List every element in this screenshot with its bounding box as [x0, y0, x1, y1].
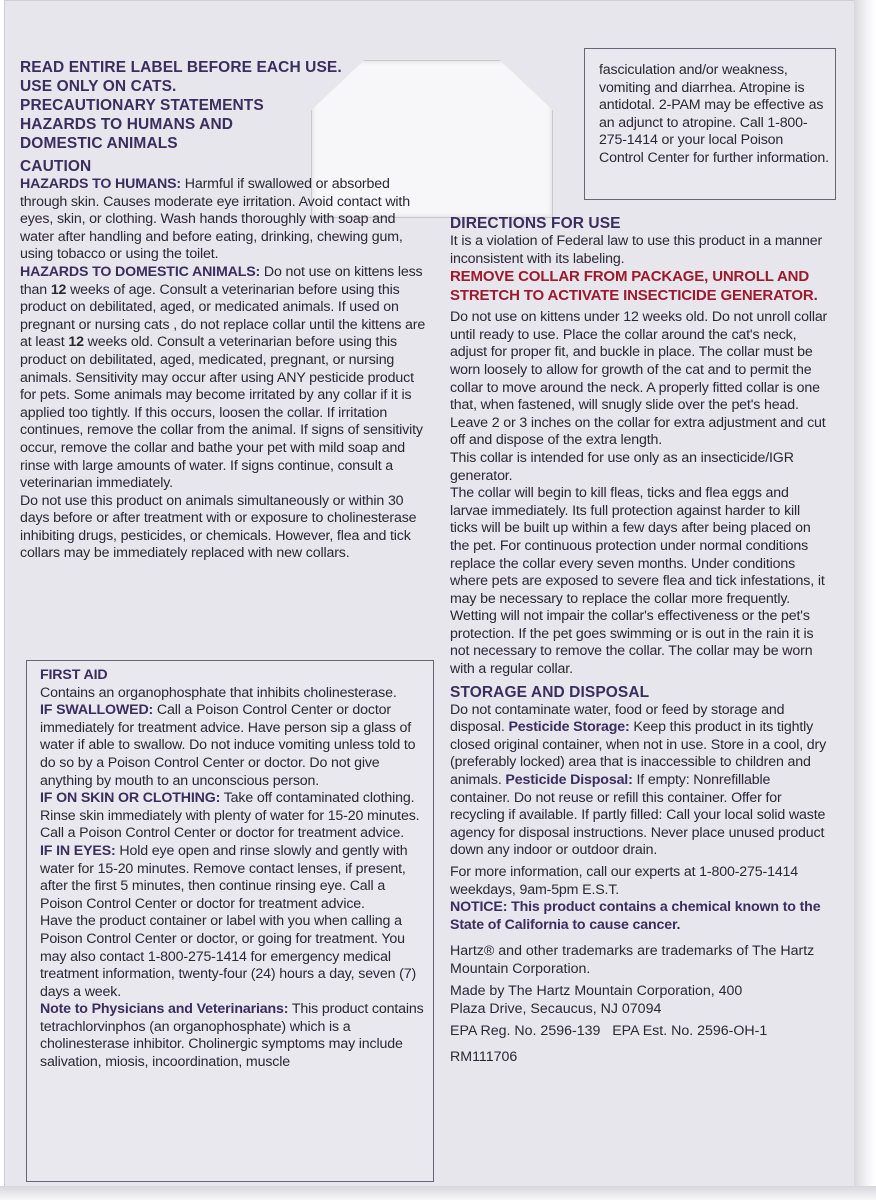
if-swallowed-text: Call a Poison Control Center or doctor immediately for treatment advice. Have person sip a glass of water if able to swallow. Do not induce vomiting unless told to do so by a Poison Control Center or doctor. Do not give anything by mouth to an unconscious person.: [40, 702, 416, 789]
hazards-humans-label: HAZARDS TO HUMANS:: [20, 176, 181, 192]
first-aid-section: [40, 667, 424, 1072]
pesticide-disposal-label: Pesticide Disposal:: [505, 772, 633, 789]
if-in-eyes-label: IF IN EYES:: [40, 842, 116, 859]
first-aid-title: FIRST AID: [40, 667, 108, 683]
made-by-paragraph: Made by The Hartz Mountain Corporation, 400 Plaza Drive, Secaucus, NJ 07094: [450, 983, 743, 1018]
first-aid-intro: Contains an organophosphate that inhibits cholinesterase.: [40, 684, 397, 701]
read-label-heading: READ ENTIRE LABEL BEFORE EACH USE.: [20, 59, 342, 76]
if-on-skin-label: IF ON SKIN OR CLOTHING:: [40, 790, 221, 807]
directions-paragraph-1: Do not use on kittens under 12 weeks old. Do not unroll collar until ready to use. Place the collar around the cat's neck, adjust for proper fit, and buckle in place. The collar must be worn loosely to allow for growth of the cat and to permit the collar to move around the neck. A properly fitted collar is one that, when fastened, will snugly slide over the pet's head. Leave 2 or 3 inches on the collar for extra adjustment and cut off and dispose of the extra length.: [450, 309, 828, 449]
hazards-animals-num-1: 12: [50, 281, 67, 298]
epa-numbers: [450, 1022, 828, 1040]
if-swallowed-paragraph: [40, 702, 424, 790]
caution-heading: CAUTION: [20, 158, 92, 175]
if-in-eyes-text: Hold eye open and rinse slowly and gently with water for 15-20 minutes. Remove contact lenses, if present, after the first 5 minutes, then continue rinsing eye. Call a Poison Control Center or doctor for treatment advice.: [40, 842, 408, 912]
epa-reg-number: EPA Reg. No. 2596-139: [450, 1023, 601, 1040]
notice-label: NOTICE:: [450, 899, 508, 916]
precautionary-heading: PRECAUTIONARY STATEMENTS: [20, 97, 264, 114]
hazards-heading-1: HAZARDS TO HUMANS AND: [20, 116, 234, 133]
product-code: RM111706: [450, 1049, 518, 1066]
antidote-text: fasciculation and/or weakness, vomiting and diarrhea. Atropine is antidotal. 2-PAM may be effective as an adjunct to atropine. Call 1-800-275-1414 or your local Poison Control Center for further information.: [599, 62, 829, 166]
hazards-animals-paragraph: [20, 264, 428, 493]
more-info-paragraph: For more information, call our experts at 1-800-275-1414 weekdays, 9am-5pm E.S.T.: [450, 864, 799, 898]
directions-paragraph-4: Wetting will not impair the collar's effectiveness or the pet's protection. If the pet goes swimming or is out in the rain it is not necessary to remove the collar. The collar may be worn with a regular collar.: [450, 608, 814, 678]
use-only-heading: USE ONLY ON CATS.: [20, 78, 177, 95]
hazards-humans-text: Harmful if swallowed or absorbed through skin. Causes moderate eye irritation. Avoid contact with eyes, skin, or clothing. Wash hands thoroughly with soap and water after handling and before eating, drinking, chewing gum, using tobacco or using the toilet.: [20, 176, 410, 263]
notice-paragraph: [450, 899, 828, 934]
directions-paragraph-2: This collar is intended for use only as an insecticide/IGR generator.: [450, 449, 794, 484]
hazards-heading-2: DOMESTIC ANIMALS: [20, 135, 178, 152]
storage-paragraph: [450, 702, 828, 860]
storage-text-3: If empty: Nonrefillable container. Do not reuse or refill this container. Offer for recycling if available. If partly filled: Call your local solid waste agency for disposal instructions. Never place unused product down any indoor or outdoor drain.: [450, 772, 826, 859]
epa-est-number: EPA Est. No. 2596-OH-1: [612, 1023, 768, 1040]
hazards-animals-text-2: weeks of age. Consult a veterinarian before using this product on debilitated, aged, or medicated animals. If used on pregnant or nursing cats , do not replace collar until the kittens are at least: [20, 281, 426, 351]
pesticide-storage-label: Pesticide Storage:: [508, 719, 630, 736]
directions-paragraph-3: The collar will begin to kill fleas, ticks and flea eggs and larvae immediately. Its full protection against harder to kill ticks will be built up within a few days after being placed on the pet. For continuous protection under normal conditions replace the collar every seven months. Under conditions where pets are exposed to severe flea and tick infestations, it may be necessary to replace the collar more frequently.: [450, 485, 825, 607]
hazards-animals-label: HAZARDS TO DOMESTIC ANIMALS:: [20, 263, 261, 280]
antidote-section: [599, 62, 829, 168]
box-edge-bottom: [0, 1186, 876, 1200]
if-in-eyes-paragraph: [40, 843, 424, 913]
hazards-humans-paragraph: [20, 176, 428, 264]
storage-text-1: Do not contaminate water, food or feed by storage and disposal.: [450, 701, 785, 736]
storage-text-2: Keep this product in its tightly closed original container, when not in use. Store in a cool, dry (preferably locked) area that is inaccessible to children and animals.: [450, 719, 827, 789]
hazards-animals-num-2: 12: [68, 334, 84, 351]
if-on-skin-text: Take off contaminated clothing. Rinse skin immediately with plenty of water for 15-20 minutes. Call a Poison Control Center or doctor for treatment advice.: [40, 790, 420, 842]
hazards-animals-text-1: Do not use on kittens less than: [20, 263, 423, 298]
note-physicians-paragraph: [40, 1001, 424, 1071]
federal-law-paragraph: It is a violation of Federal law to use this product in a manner inconsistent with its labeling.: [450, 233, 823, 267]
notice-text: This product contains a chemical known to the State of California to cause cancer.: [450, 899, 821, 933]
storage-heading: STORAGE AND DISPOSAL: [450, 683, 650, 701]
directions-heading: DIRECTIONS FOR USE: [450, 215, 621, 232]
remove-collar-warning: REMOVE COLLAR FROM PACKAGE, UNROLL AND STRETCH TO ACTIVATE INSECTICIDE GENERATOR.: [450, 268, 818, 304]
box-edge-right: [854, 0, 876, 1200]
hazards-animals-text-3: weeks old. Consult a veterinarian before using this product on debilitated, aged, medicated, pregnant, or nursing animals. Sensitivity may occur after using ANY pesticide product for pets. Some animals may become irritated by any collar if it is applied too tightly. If this occurs, loosen the collar. If irritation continues, remove the collar from the animal. If signs of sensitivity occur, remove the collar and bathe your pet with mild soap and rinse with large amounts of water. If signs continue, consult a veterinarian immediately.: [20, 334, 423, 492]
if-swallowed-label: IF SWALLOWED:: [40, 702, 154, 719]
note-physicians-text: This product contains tetrachlorvinphos (an organophosphate) which is a cholinesterase inhibitor. Cholinergic symptoms may include salivation, miosis, incoordination, muscle: [40, 1001, 424, 1071]
left-column: [20, 58, 428, 563]
product-container-paragraph: Have the product container or label with you when calling a Poison Control Center or doctor, or going for treatment. You may also contact 1-800-275-1414 for emergency medical treatment information, twenty-four (24) hours a day, seven (7) days a week.: [40, 913, 417, 1000]
note-physicians-label: Note to Physicians and Veterinarians:: [40, 1001, 289, 1018]
trademark-paragraph: Hartz® and other trademarks are trademarks of The Hartz Mountain Corporation.: [450, 943, 815, 978]
if-on-skin-paragraph: [40, 790, 424, 843]
right-column: [450, 214, 828, 1066]
hazards-animals-paragraph-2: Do not use this product on animals simultaneously or within 30 days before or after treatment with or exposure to cholinesterase inhibiting drugs, pesticides, or chemicals. However, flea and tick collars may be immediately replaced with new collars.: [20, 492, 417, 562]
